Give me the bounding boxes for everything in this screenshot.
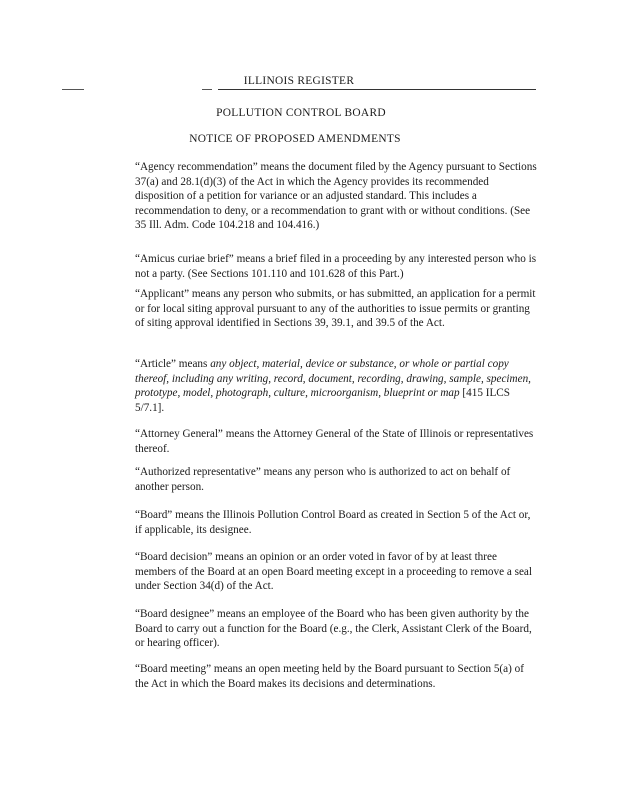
definition-term: “Board decision” xyxy=(135,551,213,563)
definition-attorney-general xyxy=(135,427,537,456)
definition-term: “Attorney General” xyxy=(135,428,223,440)
definition-term: “Board designee” xyxy=(135,608,215,620)
definition-text: means the Attorney General of the State of Illinois or representatives thereof. xyxy=(135,428,534,455)
definition-article xyxy=(135,357,537,415)
definition-amicus-curiae-brief xyxy=(135,252,537,281)
definition-text: means an employee of the Board who has been given authority by the Board to carry out a function for the Board (e.g., the Clerk, Assistant Clerk of the Board, or hearing officer). xyxy=(135,608,532,650)
definition-term: “Article” xyxy=(135,358,176,370)
definition-applicant xyxy=(135,287,537,331)
definition-agency-recommendation xyxy=(135,160,537,233)
definition-board-decision xyxy=(135,550,537,594)
definition-text: means an open meeting held by the Board pursuant to Section 5(a) of the Act in which the Board makes its decisions and determinations. xyxy=(135,663,524,690)
statute-citation: [415 ILCS 5/7.1]. xyxy=(135,387,510,414)
board-title: POLLUTION CONTROL BOARD xyxy=(216,107,386,119)
definition-authorized-representative xyxy=(135,465,537,494)
definition-board-designee xyxy=(135,607,537,651)
definition-term: “Applicant” xyxy=(135,288,190,300)
definition-term: “Amicus curiae brief” xyxy=(135,253,234,265)
definition-term: “Board” xyxy=(135,509,173,521)
header-rule xyxy=(218,89,536,90)
register-title: ILLINOIS REGISTER xyxy=(243,75,355,87)
definition-text: means the Illinois Pollution Control Board as created in Section 5 of the Act or, if applicable, its designee. xyxy=(135,509,531,536)
definition-text: means any person who is authorized to act on behalf of another person. xyxy=(135,466,511,493)
definition-text: means an opinion or an order voted in favor of by at least three members of the Board at an open Board meeting except in a proceeding to remove a seal under Section 34(d) of the Act. xyxy=(135,551,533,593)
header-left-tick xyxy=(62,89,84,90)
statutory-quote: any object, material, device or substance, or whole or partial copy thereof, including any writing, record, document, recording, drawing, sample, specimen, prototype, model, photograph, culture, microorganism, blueprint or map xyxy=(135,358,531,400)
definition-term: “Board meeting” xyxy=(135,663,212,675)
definition-text: means xyxy=(176,358,211,370)
definition-text: means a brief filed in a proceeding by any interested person who is not a party. (See Sections 101.110 and 101.628 of this Part.) xyxy=(135,253,537,280)
definition-text: means any person who submits, or has submitted, an application for a permit or for local siting approval pursuant to any of the authorities to issue permits or granting of siting approval identified in Sections 39, 39.1, and 39.5 of the Act. xyxy=(135,288,536,330)
definition-board xyxy=(135,508,537,537)
definition-board-meeting xyxy=(135,662,537,691)
definition-text: means the document filed by the Agency pursuant to Sections 37(a) and 28.1(d)(3) of the Act in which the Agency provides its recommended disposition of a petition for variance or an adjusted standard. This includes a recommendation to deny, or a recommendation to grant with or without conditions. (See 35 Ill. Adm. Code 104.218 and 104.416.) xyxy=(135,161,537,232)
header-mid-tick xyxy=(202,89,212,90)
definition-term: “Authorized representative” xyxy=(135,466,261,478)
definition-term: “Agency recommendation” xyxy=(135,161,258,173)
notice-title: NOTICE OF PROPOSED AMENDMENTS xyxy=(189,133,401,145)
